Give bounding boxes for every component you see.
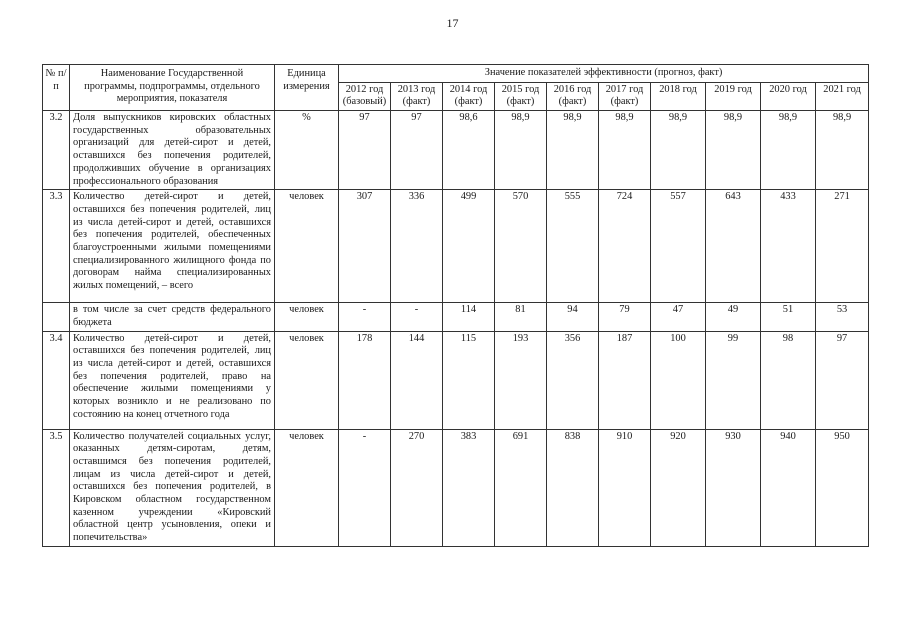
header-year-1 — [391, 82, 443, 110]
row-value: 97 — [391, 111, 443, 190]
row-value: 920 — [651, 429, 706, 546]
row-value: 98,9 — [651, 111, 706, 190]
header-year-3 — [495, 82, 547, 110]
row-value: 98,9 — [761, 111, 816, 190]
header-year-label: 2020 год — [769, 83, 807, 95]
row-value: 383 — [443, 429, 495, 546]
row-value: 98,9 — [495, 111, 547, 190]
header-year-label: 2019 год — [714, 83, 752, 95]
row-value: 97 — [339, 111, 391, 190]
row-indicator-name: Количество детей-сирот и детей, оставшихся без попечения родителей, лиц из числа детей-сирот и детей, оставшихся без попечения родителей, обеспеченных благоустроенными жилыми помещениями специализированного жилищного фонда по договорам найма специализированных жилых помещений, – всего — [70, 190, 275, 303]
row-value: 51 — [761, 303, 816, 331]
row-indicator-name: Количество получателей социальных услуг, оказанных детям-сиротам, детям, оставшимся без попечения родителей, лицам из числа детей-сирот и детей, оставшихся без попечения родителей, в Кировском областном государственном казенном учреждении «Кировский областной центр усыновления, опеки и попечительства» — [70, 429, 275, 546]
row-number: 3.2 — [43, 111, 70, 190]
row-value: 271 — [816, 190, 869, 303]
header-year-label: 2013 год — [397, 83, 436, 95]
table-row — [43, 190, 869, 303]
row-value: 53 — [816, 303, 869, 331]
row-value: 643 — [706, 190, 761, 303]
row-unit: человек — [275, 303, 339, 331]
row-value: 115 — [443, 331, 495, 429]
row-value: 144 — [391, 331, 443, 429]
row-value: 356 — [547, 331, 599, 429]
table-row — [43, 429, 869, 546]
header-num: № п/п — [43, 65, 70, 111]
indicators-table — [42, 64, 869, 547]
header-year-0 — [339, 82, 391, 110]
header-year-4 — [547, 82, 599, 110]
header-name: Наименование Государственной программы, подпрограммы, отдельного мероприятия, показателя — [70, 65, 275, 111]
row-indicator-name: Доля выпускников кировских областных государственных образовательных организаций для детей-сирот и детей, оставшихся без попечения родителей, продолживших обучение в организациях профессионального образования — [70, 111, 275, 190]
header-year-7 — [706, 82, 761, 110]
header-year-note: (факт) — [454, 96, 483, 108]
row-value: 570 — [495, 190, 547, 303]
row-value: - — [339, 429, 391, 546]
header-unit: Единица измерения — [275, 65, 339, 111]
table-row — [43, 331, 869, 429]
row-unit: человек — [275, 190, 339, 303]
row-unit: человек — [275, 331, 339, 429]
row-value: 98,6 — [443, 111, 495, 190]
row-value: 838 — [547, 429, 599, 546]
row-value: 433 — [761, 190, 816, 303]
row-value: 930 — [706, 429, 761, 546]
row-value: 307 — [339, 190, 391, 303]
row-value: 724 — [599, 190, 651, 303]
row-value: 499 — [443, 190, 495, 303]
header-year-label: 2017 год — [605, 83, 644, 95]
row-value: 270 — [391, 429, 443, 546]
row-value: 79 — [599, 303, 651, 331]
row-value: 99 — [706, 331, 761, 429]
page-number: 17 — [446, 16, 459, 30]
row-value: 187 — [599, 331, 651, 429]
row-value: 555 — [547, 190, 599, 303]
header-year-9 — [816, 82, 869, 110]
row-unit: человек — [275, 429, 339, 546]
row-value: 98,9 — [706, 111, 761, 190]
row-value: 910 — [599, 429, 651, 546]
row-value: 97 — [816, 331, 869, 429]
table-row — [43, 111, 869, 190]
header-year-2 — [443, 82, 495, 110]
header-year-note: (факт) — [610, 96, 639, 108]
row-value: 98 — [761, 331, 816, 429]
row-value: 81 — [495, 303, 547, 331]
row-indicator-name: в том числе за счет средств федерального бюджета — [70, 303, 275, 331]
row-unit: % — [275, 111, 339, 190]
header-year-label: 2014 год — [449, 83, 488, 95]
row-number — [43, 303, 70, 331]
row-value: 178 — [339, 331, 391, 429]
row-value: - — [391, 303, 443, 331]
row-value: 98,9 — [599, 111, 651, 190]
header-values: Значение показателей эффективности (прогноз, факт) — [339, 65, 869, 83]
row-value: 114 — [443, 303, 495, 331]
row-value: 950 — [816, 429, 869, 546]
row-value: 193 — [495, 331, 547, 429]
table-row — [43, 303, 869, 331]
row-number: 3.3 — [43, 190, 70, 303]
row-value: 940 — [761, 429, 816, 546]
row-value: 98,9 — [547, 111, 599, 190]
row-value: 336 — [391, 190, 443, 303]
header-year-note: (факт) — [402, 96, 431, 108]
header-year-label: 2015 год — [501, 83, 540, 95]
header-year-note: (факт) — [558, 96, 587, 108]
row-value: 691 — [495, 429, 547, 546]
header-year-8 — [761, 82, 816, 110]
header-year-label: 2021 год — [823, 83, 861, 95]
row-value: 557 — [651, 190, 706, 303]
row-value: 98,9 — [816, 111, 869, 190]
header-year-label: 2012 год — [345, 83, 384, 95]
header-year-5 — [599, 82, 651, 110]
row-value: 49 — [706, 303, 761, 331]
header-year-note: (факт) — [506, 96, 535, 108]
row-value: 100 — [651, 331, 706, 429]
row-number: 3.5 — [43, 429, 70, 546]
row-value: 94 — [547, 303, 599, 331]
row-value: - — [339, 303, 391, 331]
row-value: 47 — [651, 303, 706, 331]
row-indicator-name: Количество детей-сирот и детей, оставшихся без попечения родителей, лиц из числа детей-сирот и детей, оставшихся без попечения родителей, право на обеспечение жилыми помещениями у которых возникло и не реализовано по состоянию на конец отчетного года — [70, 331, 275, 429]
header-year-label: 2016 год — [553, 83, 592, 95]
header-year-label: 2018 год — [659, 83, 697, 95]
header-year-note: (базовый) — [342, 96, 387, 108]
header-year-6 — [651, 82, 706, 110]
row-number: 3.4 — [43, 331, 70, 429]
